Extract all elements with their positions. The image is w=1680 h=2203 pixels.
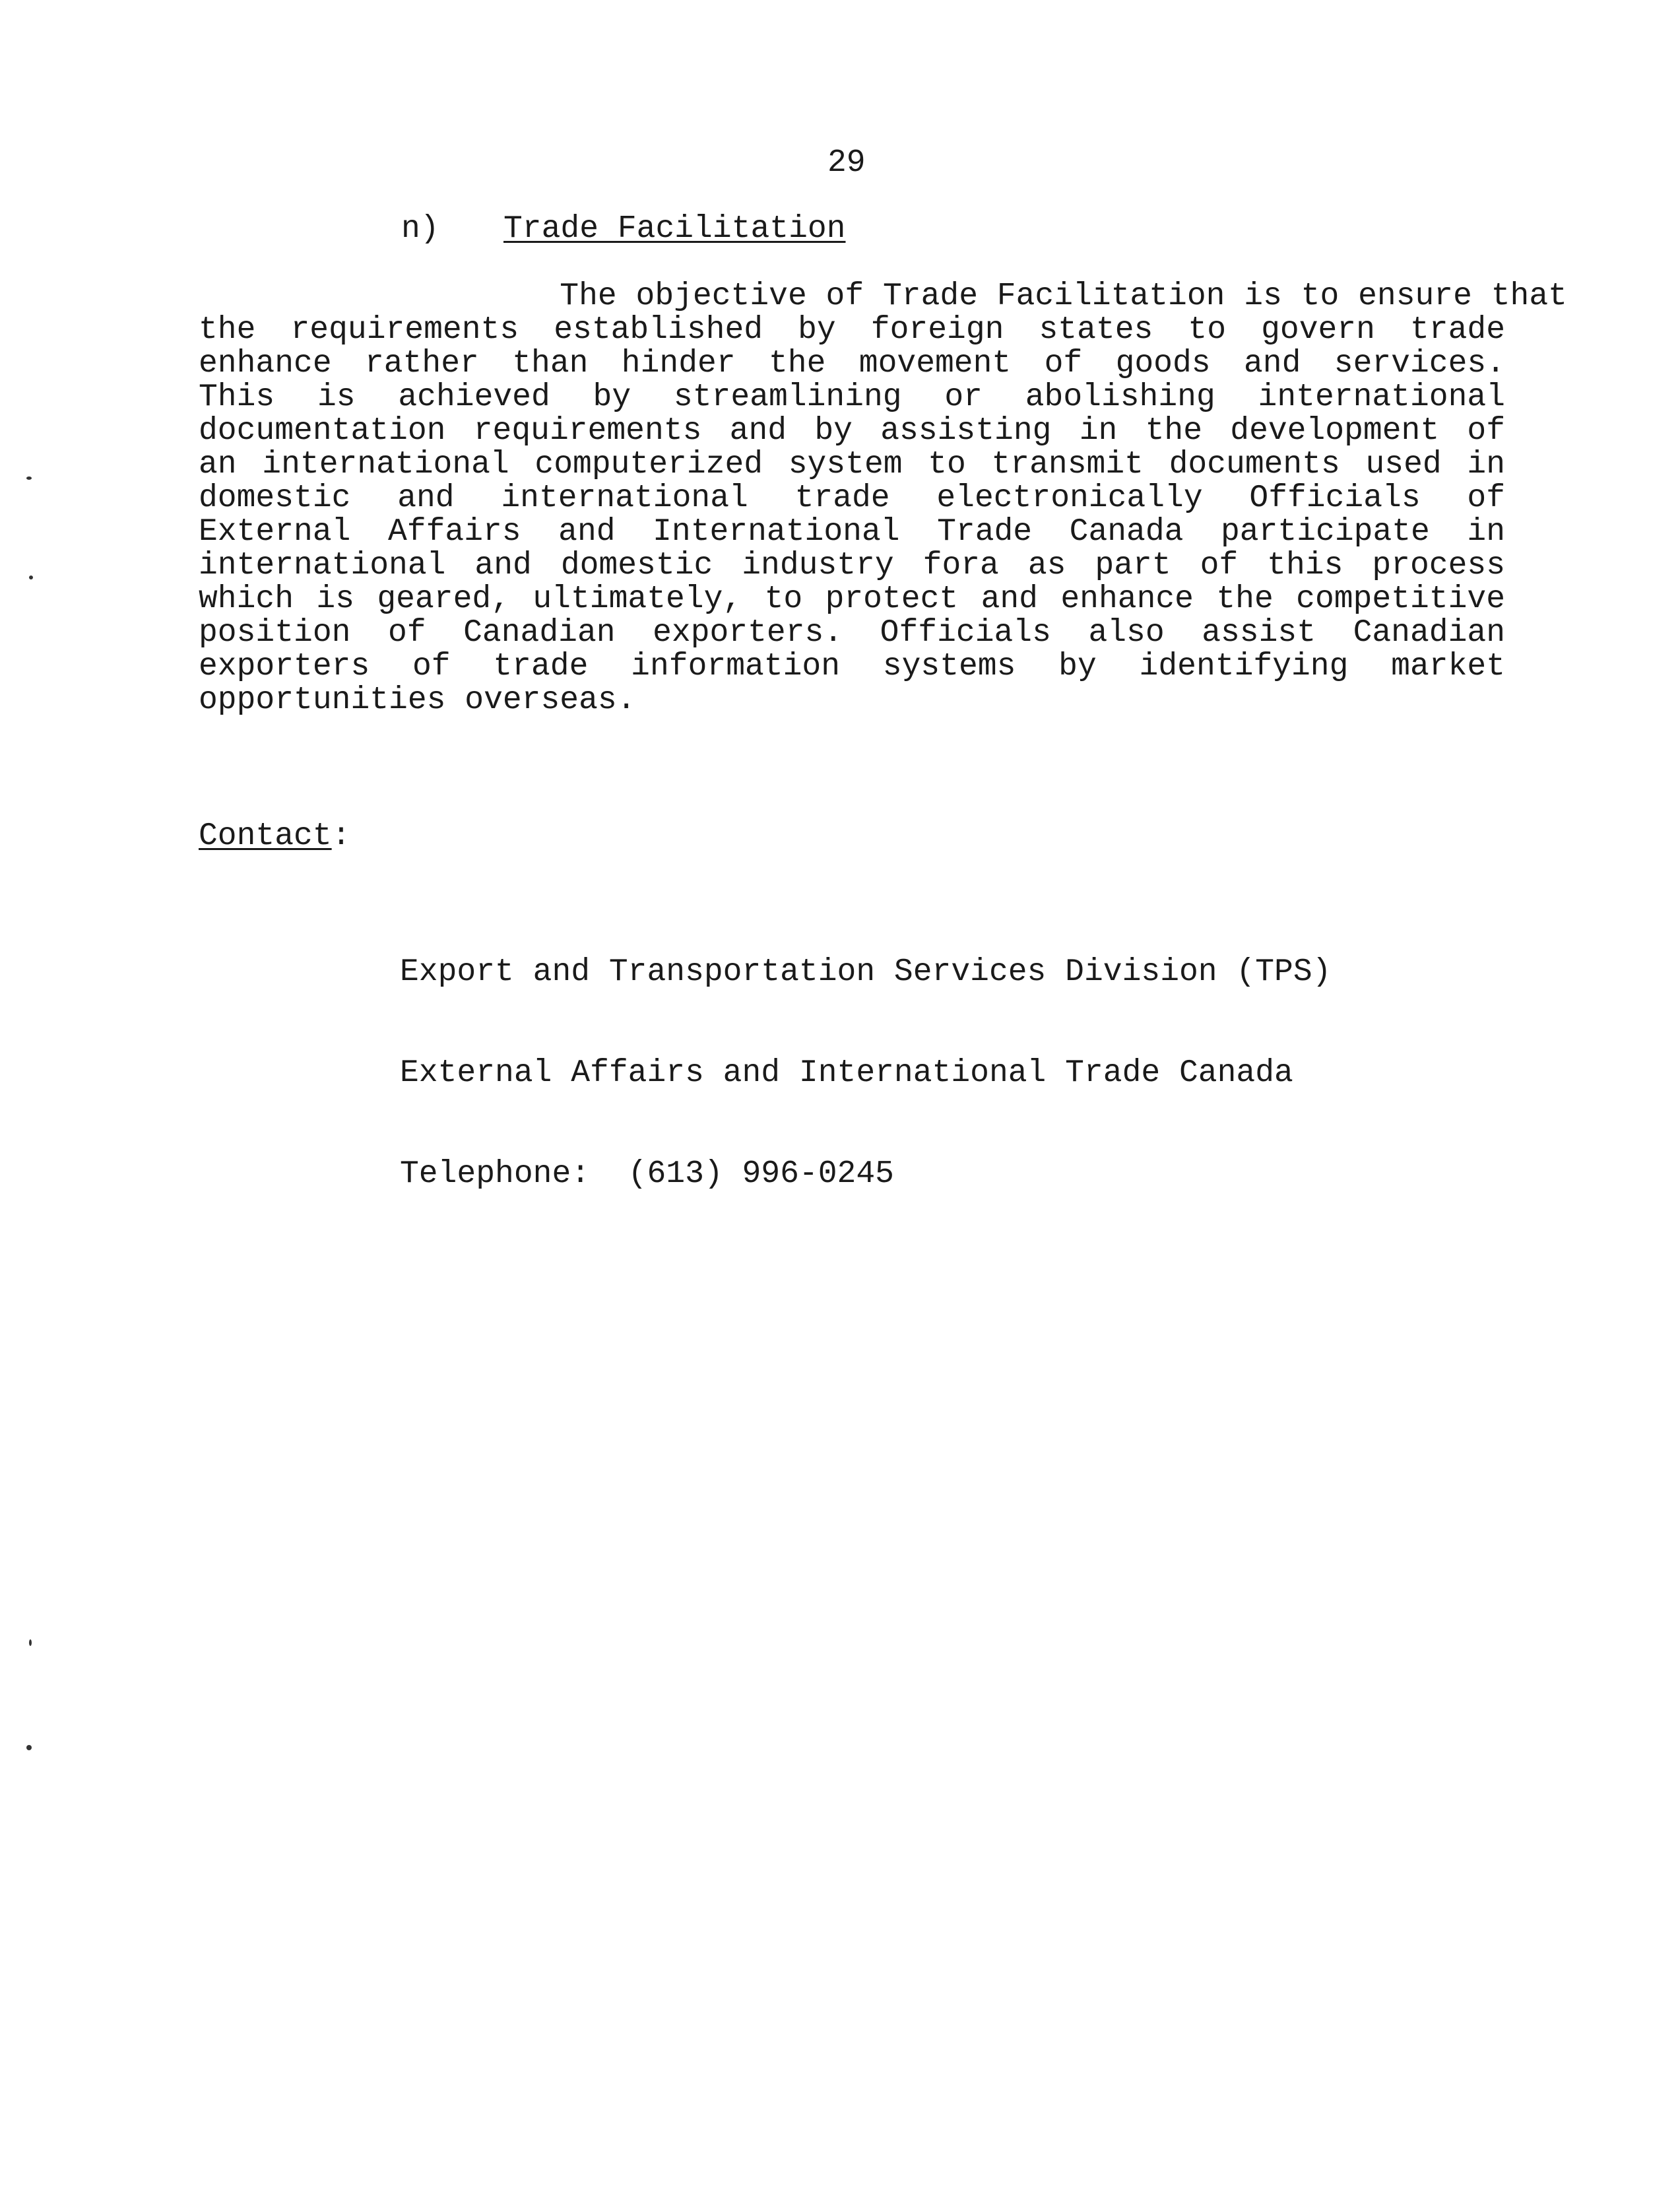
scan-speck [26,1745,32,1750]
section-title: Trade Facilitation [503,211,846,247]
paragraph-line: documentation requirements and by assisting in the development of [199,413,1505,449]
paragraph-line: the requirements established by foreign states to govern trade [199,312,1505,348]
paragraph-line: enhance rather than hinder the movement of goods and services. [199,346,1505,381]
page-number: 29 [827,145,866,181]
contact-division: Export and Transportation Services Division (TPS) [400,954,1332,990]
scan-speck [29,1639,32,1646]
paragraph-line: domestic and international trade electronically Officials of [199,480,1505,516]
paragraph-line: position of Canadian exporters. Officials also assist Canadian [199,615,1505,651]
paragraph-line: The objective of Trade Facilitation is to ensure that [199,279,1567,314]
paragraph-line: opportunities overseas. [199,682,636,718]
scan-speck [29,575,33,579]
paragraph-line: international and domestic industry fora as part of this process [199,548,1505,583]
paragraph-line: an international computerized system to transmit documents used in [199,447,1505,482]
scan-speck [26,477,32,480]
contact-label [199,820,350,853]
contact-label-text: Contact [199,818,332,854]
contact-block [400,888,1331,1259]
contact-label-colon: : [331,818,351,854]
contact-telephone: Telephone: (613) 996-0245 [400,1156,894,1192]
paragraph-line: This is achieved by streamlining or abolishing international [199,379,1505,415]
paragraph-line: which is geared, ultimately, to protect and enhance the competitive [199,581,1505,617]
section-marker: n) [401,211,439,247]
paragraph-line: exporters of trade information systems by identifying market [199,649,1505,684]
paragraph-line: External Affairs and International Trade Canada participate in [199,514,1505,550]
body-paragraph [199,279,1567,718]
contact-department: External Affairs and International Trade Canada [400,1055,1293,1091]
